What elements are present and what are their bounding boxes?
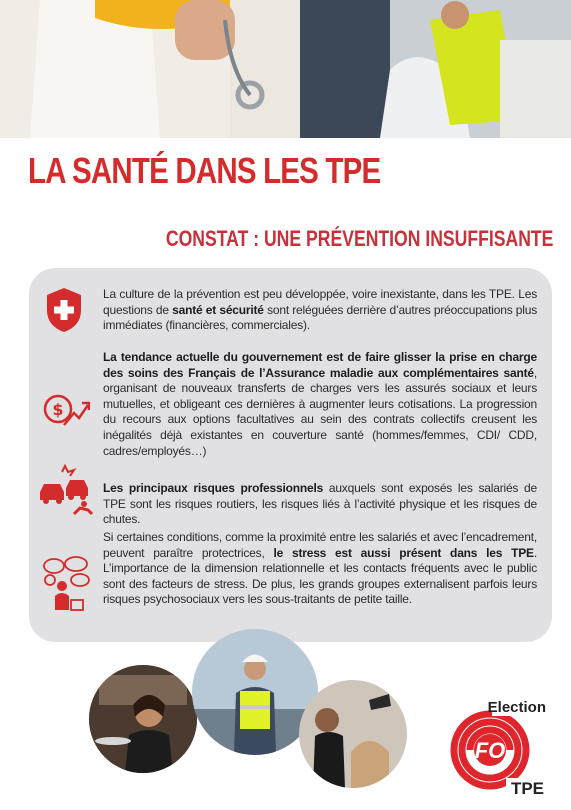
logo-bottom-text: TPE xyxy=(510,779,544,798)
page-subtitle: CONSTAT : UNE PRÉVENTION INSUFFISANTE xyxy=(165,226,553,251)
money-rising-icon xyxy=(42,385,90,434)
text-segment: , organisant de nouveaux transferts de charges vers les assurés sociaux et leurs mutuelles, et obligeant ces dernières à augmenter leurs cotisations. La progression du recours aux options facultatives au sein des contrats collectifs creusent les inégalités déjà existantes en couverture santé (hommes/femmes, CDI/ CDD, cadres/employés…) xyxy=(103,365,537,458)
hero-photo xyxy=(0,0,571,138)
stress-paragraph xyxy=(103,530,537,608)
emphasis-text: La tendance actuelle du gouvernement est de faire glisser la prise en charge des soins des Français de l’Assurance maladie aux complémentaires santé xyxy=(103,350,537,380)
page-title: LA SANTÉ DANS LES TPE xyxy=(28,150,381,191)
professional-risks-paragraph xyxy=(103,481,537,528)
logo-top-text: Election xyxy=(487,699,546,716)
text-segment: La culture de la prévention est peu développée, voire inexistante, dans les TPE. Les questions de xyxy=(103,287,537,317)
shield-cross-icon xyxy=(44,286,84,339)
text-segment: auxquels sont exposés les salariés de TPE sont les risques routiers, les risques liés à l’activité physique et les risques de chutes. xyxy=(103,481,537,527)
prevention-culture-paragraph xyxy=(103,287,537,334)
government-trend-paragraph xyxy=(103,350,537,459)
stress-person-icon xyxy=(40,556,94,617)
fo-election-tpe-logo xyxy=(440,692,548,800)
logo-center-text: FO xyxy=(474,738,506,763)
svg-text:$: $ xyxy=(52,400,64,419)
emphasis-text: le stress est aussi présent dans les TPE xyxy=(273,545,534,560)
hero-illustration xyxy=(0,0,571,138)
text-segment: Si certaines conditions, comme la proximité entre les salariés et avec l’encadrement, peuvent paraître protectrices, xyxy=(103,530,537,560)
emphasis-text: Les principaux risques professionnels xyxy=(103,481,324,495)
text-segment: . L’importance de la dimension relationnelle et les contacts fréquents avec le public sont des facteurs de stress. De plus, les grands groupes externalisent parfois leurs risques psychosociaux vers les sous-traitants de petite taille. xyxy=(103,545,537,607)
car-crash-fall-icon xyxy=(38,462,94,521)
waitress-photo xyxy=(89,665,197,773)
hairdresser-photo xyxy=(299,680,407,788)
text-segment: sont reléguées derrière d’autres préoccupations plus immédiates (financières, commerciales). xyxy=(103,302,538,333)
emphasis-text: santé et sécurité xyxy=(172,302,264,317)
